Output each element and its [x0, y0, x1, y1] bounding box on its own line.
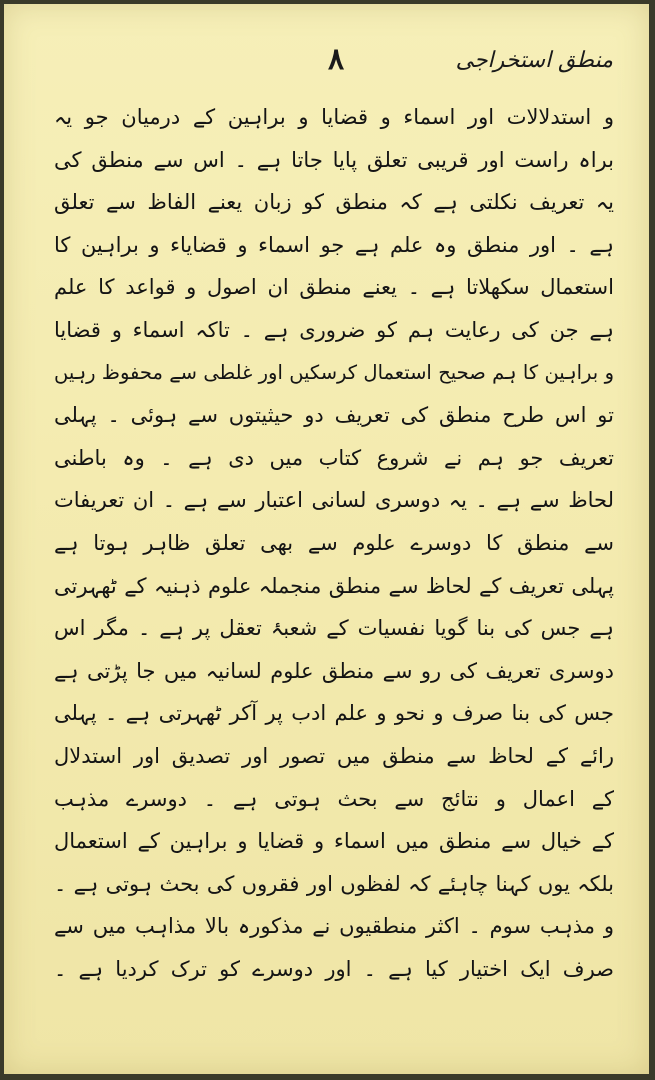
text-line: پہلی تعریف کے لحاظ سے منطق منجملہ علوم ذہنیہ کے ٹھہرتی — [54, 573, 614, 598]
text-line: و استدلالات اور اسماء و قضایا و براہین کے درمیان جو یہ — [54, 105, 614, 129]
text-line: سے منطق کا دوسرے علوم سے بھی تعلق ظاہر ہوتا ہے — [54, 530, 614, 555]
text-line: ہے جن کی رعایت ہم کو ضروری ہے ۔ تاکہ اسماء و قضایا — [54, 317, 614, 342]
text-line: رائے کے لحاظ سے منطق میں تصور اور تصدیق اور استدلال — [54, 743, 614, 768]
text-line: براہ راست اور قریبی تعلق پایا جاتا ہے ۔ اس سے منطق کی — [54, 147, 614, 172]
text-line: کے اعمال و نتائج سے بحث ہوتی ہے ۔ دوسرے مذہب — [54, 786, 614, 811]
text-line: استعمال سکھلاتا ہے ۔ یعنے منطق ان اصول و قواعد کا علم — [54, 275, 614, 300]
page-number: ٨ — [328, 42, 345, 77]
text-line: ہے جس کی بنا گویا نفسیات کے شعبۂ تعقل پر ہے ۔ مگر اس — [54, 616, 614, 641]
text-line: کے خیال سے منطق میں اسماء و قضایا و براہین کے استعمال — [54, 829, 614, 854]
text-line: لحاظ سے ہے ۔ یہ دوسری لسانی اعتبار سے ہے ۔ ان تعریفات — [54, 488, 614, 513]
book-page — [4, 4, 649, 1074]
text-line: تعریف جو ہم نے شروع کتاب میں دی ہے ۔ وہ باطنی — [54, 445, 614, 470]
text-line: بلکہ یوں کہنا چاہئے کہ لفظوں اور فقروں کی بحث ہوتی ہے ۔ — [54, 871, 614, 896]
page-header — [4, 32, 649, 82]
text-line: تو اس طرح منطق کی تعریف دو حیثیتوں سے ہوئی ۔ پہلی — [54, 403, 614, 428]
text-line: ہے ۔ اور منطق وہ علم ہے جو اسماء و قضایاء و براہین کا — [54, 232, 614, 257]
text-line: و مذہب سوم ۔ اکثر منطقیوں نے مذکورہ بالا مذاہب میں سے — [54, 914, 614, 939]
text-line: جس کی بنا صرف و نحو و علم ادب پر آکر ٹھہرتی ہے ۔ پہلی — [54, 701, 614, 726]
text-line: یہ تعریف نکلتی ہے کہ منطق کو زبان یعنے الفاظ سے تعلق — [54, 190, 614, 215]
text-line: دوسری تعریف کی رو سے منطق علوم لسانیہ میں جا پڑتی ہے — [54, 658, 614, 683]
text-line: صرف ایک اختیار کیا ہے ۔ اور دوسرے کو ترک کردیا ہے ۔ — [54, 956, 614, 981]
text-line: و براہین کا ہم صحیح استعمال کرسکیں اور غلطی سے محفوظ رہیں — [54, 360, 614, 384]
running-title: منطق استخراجی — [455, 48, 613, 73]
body-text — [54, 96, 614, 990]
